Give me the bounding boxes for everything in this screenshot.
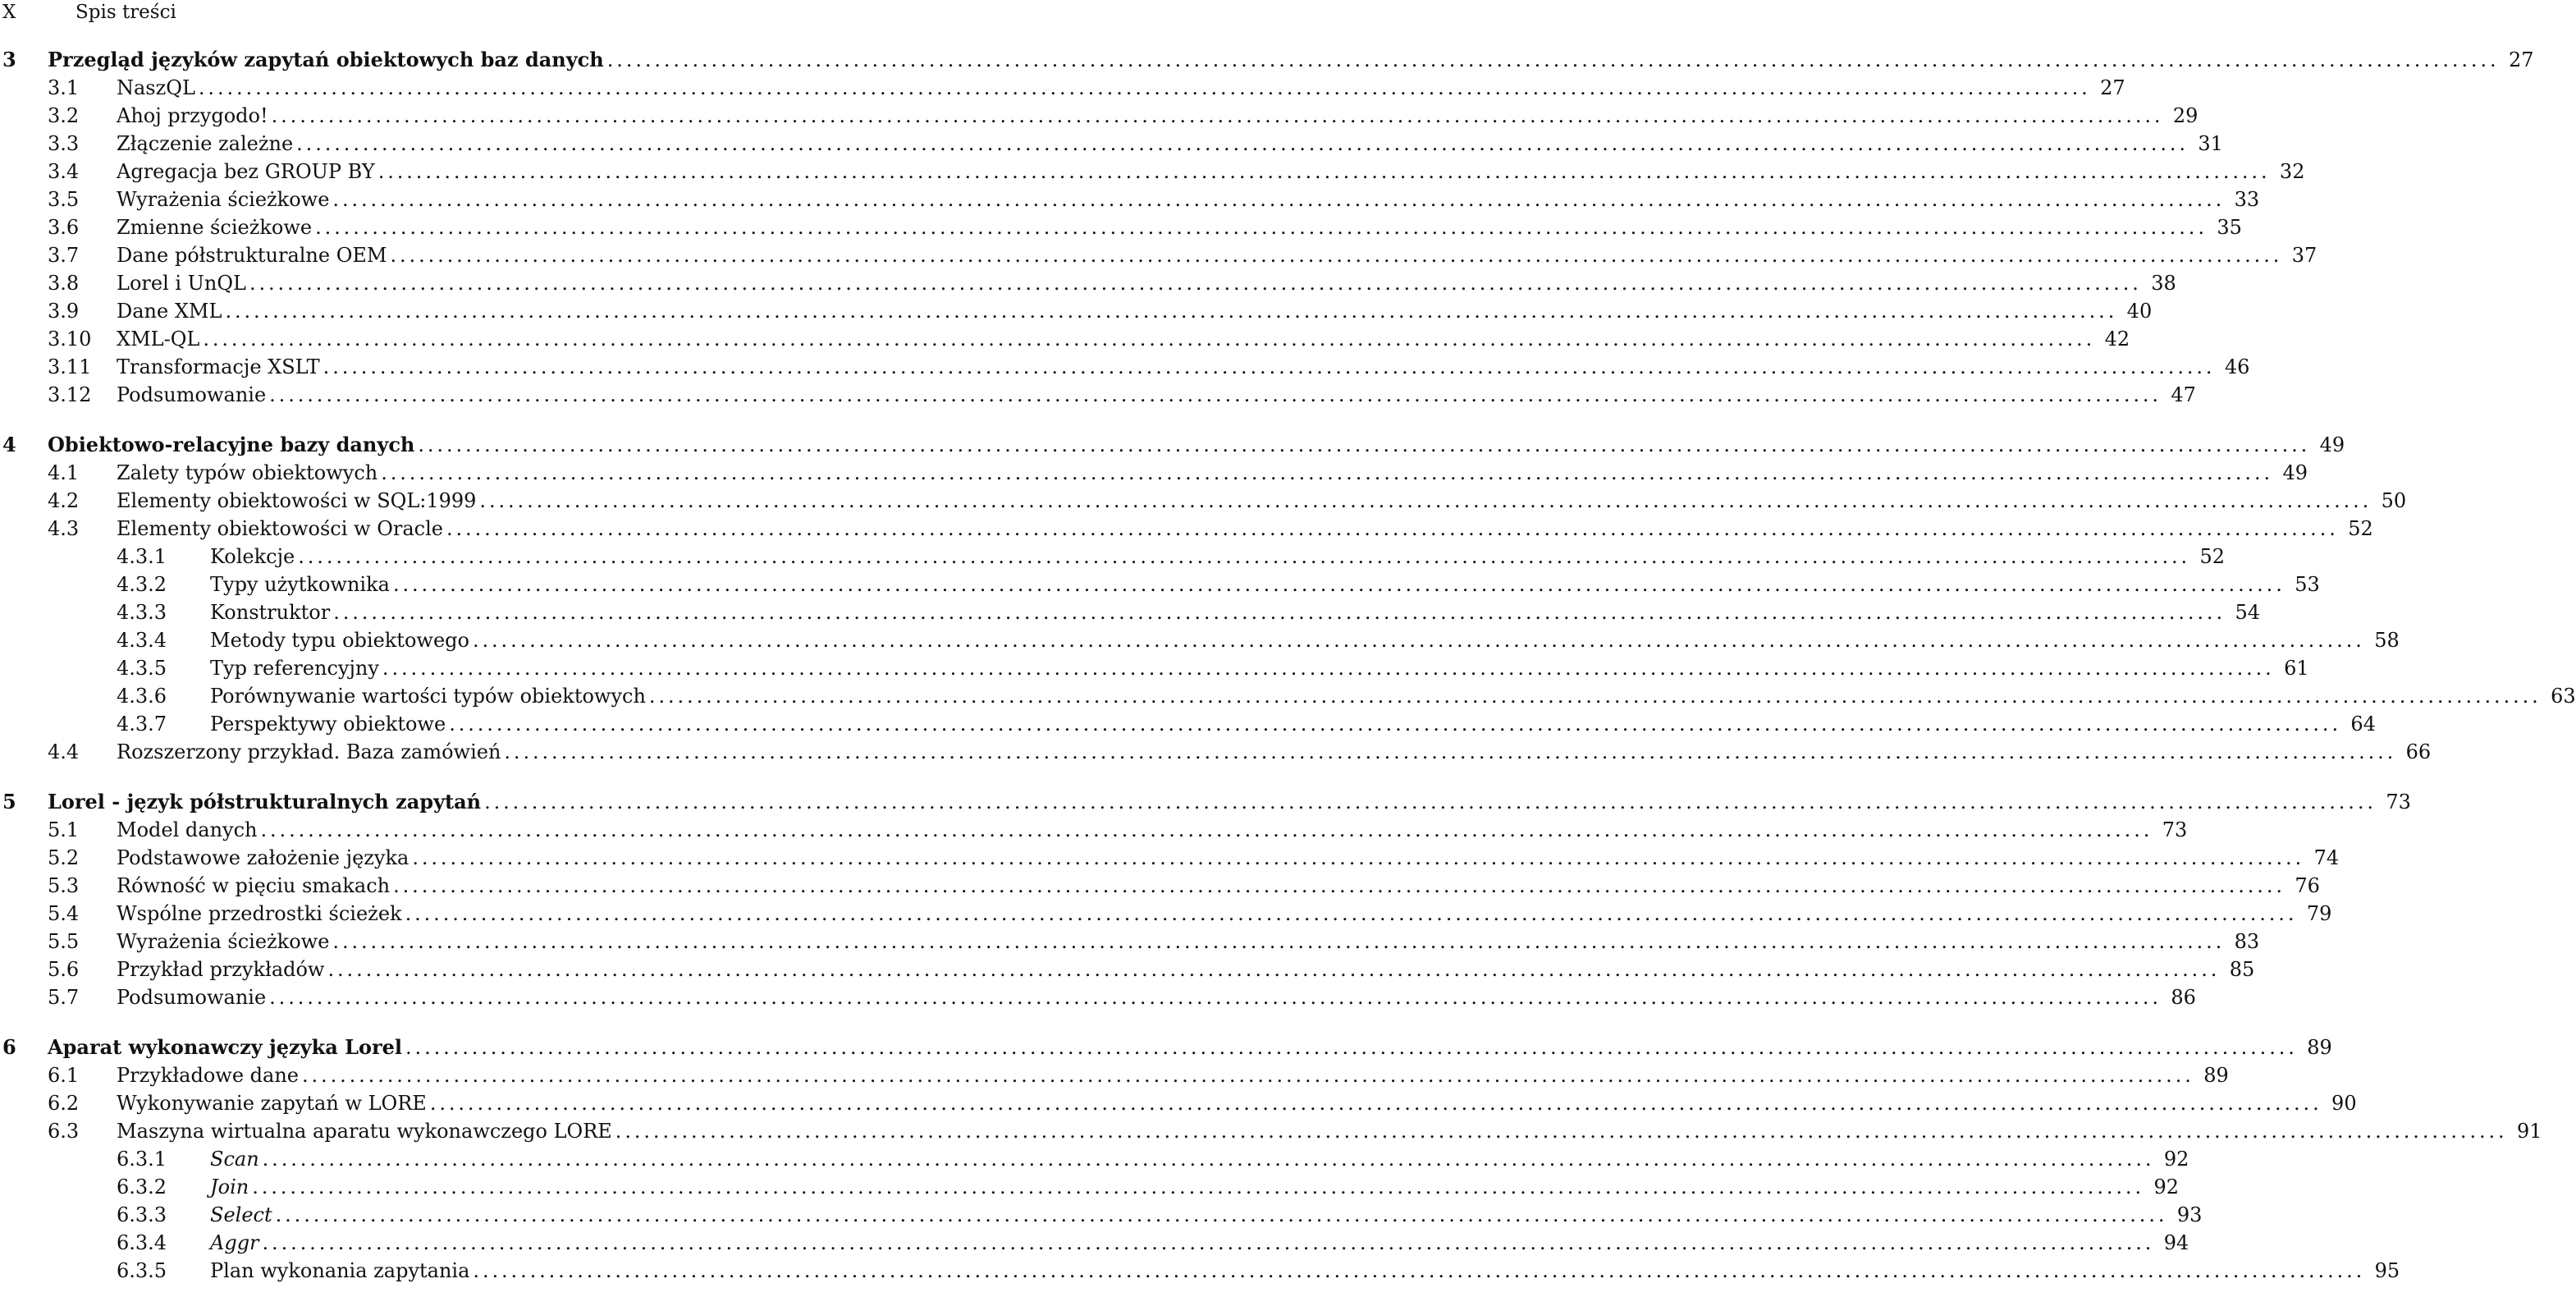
toc-entry-page-number: 52 bbox=[2348, 517, 2373, 540]
toc-entry-title: Select bbox=[210, 1201, 276, 1229]
toc-entry-title: Perspektywy obiektowe bbox=[210, 710, 449, 738]
toc-entry-page-number: 90 bbox=[2331, 1092, 2357, 1115]
dot-leader: ........................................................................................................................................................................................................ bbox=[332, 188, 2226, 211]
toc-entry-title: XML-QL bbox=[117, 325, 203, 353]
toc-entry-title: Metody typu obiektowego bbox=[210, 626, 473, 654]
dot-leader: ........................................................................................................................................................................................................ bbox=[333, 601, 2226, 624]
toc-entry-number: 4.2 bbox=[48, 489, 80, 512]
toc-entry-page-number: 94 bbox=[2163, 1231, 2189, 1254]
toc-entry-page-number: 58 bbox=[2374, 629, 2400, 652]
dot-leader: ........................................................................................................................................................................................................ bbox=[262, 1148, 2155, 1171]
toc-entry-number: 3.2 bbox=[48, 104, 80, 127]
toc-entry-number: 6.3.5 bbox=[117, 1259, 167, 1282]
dot-leader: ........................................................................................................................................................................................................ bbox=[418, 433, 2311, 456]
toc-entry-page-number: 47 bbox=[2171, 383, 2196, 406]
toc-entry-title: Konstruktor bbox=[210, 598, 333, 626]
toc-entry-title: Zmienne ścieżkowe bbox=[117, 213, 315, 241]
toc-section-entry[interactable] bbox=[0, 130, 2223, 158]
toc-entry-number: 4.3.5 bbox=[117, 657, 167, 680]
toc-entry-title: Ahoj przygodo! bbox=[117, 102, 272, 130]
toc-entry-title: Rozszerzony przykład. Baza zamówień bbox=[117, 738, 504, 766]
toc-section-entry[interactable] bbox=[0, 213, 2242, 241]
toc-entry-number: 4.3.2 bbox=[117, 573, 167, 596]
toc-section-entry[interactable] bbox=[0, 74, 2125, 102]
dot-leader: ........................................................................................................................................................................................................ bbox=[390, 244, 2283, 267]
toc-entry-title: Wykonywanie zapytań w LORE bbox=[117, 1089, 430, 1117]
toc-entry-number: 5.3 bbox=[48, 874, 80, 897]
toc-entry-title: Aparat wykonawczy języka Lorel bbox=[48, 1033, 405, 1061]
toc-subsection-entry[interactable] bbox=[0, 710, 2376, 738]
toc-entry-title: Transformacje XSLT bbox=[117, 353, 323, 381]
toc-entry-title: Dane XML bbox=[117, 297, 225, 325]
dot-leader: ........................................................................................................................................................................................................ bbox=[203, 328, 2096, 351]
toc-entry-title: Przykład przykładów bbox=[117, 956, 327, 983]
toc-subsection-entry[interactable] bbox=[0, 1173, 2179, 1201]
toc-entry-number: 3.4 bbox=[48, 160, 80, 183]
toc-entry-page-number: 86 bbox=[2171, 986, 2196, 1009]
toc-entry-number: 5.7 bbox=[48, 986, 80, 1009]
toc-entry-title: Kolekcje bbox=[210, 543, 298, 571]
toc-chapter-entry[interactable] bbox=[0, 431, 2345, 459]
toc-entry-page-number: 46 bbox=[2224, 355, 2250, 378]
toc-entry-number: 6.3 bbox=[48, 1120, 80, 1143]
toc-section-entry[interactable] bbox=[0, 102, 2199, 130]
page-number: X bbox=[2, 2, 16, 23]
dot-leader: ........................................................................................................................................................................................................ bbox=[269, 383, 2162, 406]
toc-entry-number: 3.5 bbox=[48, 188, 80, 211]
toc-entry-page-number: 85 bbox=[2229, 958, 2255, 981]
toc-entry-number: 5 bbox=[2, 790, 16, 813]
toc-entry-number: 5.5 bbox=[48, 930, 80, 953]
toc-section-entry[interactable] bbox=[0, 487, 2407, 515]
dot-leader: ........................................................................................................................................................................................................ bbox=[262, 1231, 2155, 1254]
dot-leader: ........................................................................................................................................................................................................ bbox=[301, 1064, 2194, 1087]
dot-leader: ........................................................................................................................................................................................................ bbox=[323, 355, 2216, 378]
dot-leader: ........................................................................................................................................................................................................ bbox=[392, 573, 2285, 596]
dot-leader: ........................................................................................................................................................................................................ bbox=[296, 132, 2189, 155]
toc-subsection-entry[interactable] bbox=[0, 682, 2576, 710]
dot-leader: ........................................................................................................................................................................................................ bbox=[381, 461, 2273, 484]
page-title: Spis treści bbox=[75, 2, 176, 23]
dot-leader: ........................................................................................................................................................................................................ bbox=[412, 846, 2305, 869]
toc-section-entry[interactable] bbox=[0, 1061, 2229, 1089]
dot-leader: ........................................................................................................................................................................................................ bbox=[327, 958, 2221, 981]
toc-entry-page-number: 66 bbox=[2405, 740, 2432, 763]
toc-section-entry[interactable] bbox=[0, 158, 2305, 186]
toc-entry-page-number: 40 bbox=[2126, 300, 2153, 323]
toc-entry-number: 4.3.6 bbox=[117, 685, 167, 708]
dot-leader: ........................................................................................................................................................................................................ bbox=[315, 216, 2208, 239]
toc-entry-title: Zalety typów obiektowych bbox=[117, 459, 381, 487]
dot-leader: ........................................................................................................................................................................................................ bbox=[479, 489, 2372, 512]
toc-entry-title: Scan bbox=[210, 1145, 263, 1173]
toc-section-entry[interactable] bbox=[0, 241, 2317, 269]
toc-entry-number: 3.3 bbox=[48, 132, 80, 155]
toc-entry-number: 4.3 bbox=[48, 517, 80, 540]
toc-entry-page-number: 29 bbox=[2172, 104, 2199, 127]
toc-entry-number: 5.1 bbox=[48, 818, 80, 841]
toc-entry-number: 6.3.2 bbox=[117, 1176, 167, 1198]
toc-entry-title: Podsumowanie bbox=[117, 381, 269, 409]
toc-entry-title: Podsumowanie bbox=[117, 983, 269, 1011]
toc-entry-page-number: 35 bbox=[2217, 216, 2242, 239]
toc-subsection-entry[interactable] bbox=[0, 1229, 2189, 1257]
toc-subsection-entry[interactable] bbox=[0, 626, 2400, 654]
toc-entry-page-number: 63 bbox=[2551, 685, 2576, 708]
toc-entry-title: Porównywanie wartości typów obiektowych bbox=[210, 682, 649, 710]
toc-entry-number: 3.1 bbox=[48, 76, 80, 99]
toc-entry-number: 6.3.3 bbox=[117, 1203, 167, 1226]
toc-entry-title: Maszyna wirtualna aparatu wykonawczego LORE bbox=[117, 1117, 615, 1145]
toc-entry-page-number: 42 bbox=[2104, 328, 2130, 351]
toc-subsection-entry[interactable] bbox=[0, 1257, 2400, 1285]
dot-leader: ........................................................................................................................................................................................................ bbox=[606, 48, 2500, 71]
toc-entry-number: 4 bbox=[2, 433, 16, 456]
toc-entry-number: 6.3.4 bbox=[117, 1231, 167, 1254]
toc-chapter-entry[interactable] bbox=[0, 46, 2534, 74]
dot-leader: ........................................................................................................................................................................................................ bbox=[393, 874, 2285, 897]
toc-entry-page-number: 32 bbox=[2279, 160, 2305, 183]
toc-entry-title: Typy użytkownika bbox=[210, 571, 393, 598]
dot-leader: ........................................................................................................................................................................................................ bbox=[225, 300, 2118, 323]
toc-entry-page-number: 61 bbox=[2284, 657, 2309, 680]
dot-leader: ........................................................................................................................................................................................................ bbox=[198, 76, 2091, 99]
toc-entry-title: NaszQL bbox=[117, 74, 199, 102]
toc-entry-page-number: 33 bbox=[2234, 188, 2260, 211]
toc-entry-page-number: 89 bbox=[2307, 1036, 2332, 1059]
toc-entry-number: 6 bbox=[2, 1035, 16, 1059]
toc-entry-page-number: 38 bbox=[2151, 272, 2176, 295]
toc-entry-title: Przegląd języków zapytań obiektowych baz danych bbox=[48, 46, 607, 74]
toc-section-entry[interactable] bbox=[0, 269, 2176, 297]
toc-entry-number: 3.12 bbox=[48, 383, 92, 406]
page-header bbox=[0, 0, 788, 30]
toc-entry-page-number: 93 bbox=[2176, 1203, 2203, 1226]
toc-entry-title: Join bbox=[210, 1173, 252, 1201]
toc-entry-page-number: 27 bbox=[2100, 76, 2125, 99]
toc-entry-title: Wyrażenia ścieżkowe bbox=[117, 928, 332, 956]
toc-entry-number: 6.2 bbox=[48, 1092, 80, 1115]
toc-entry-number: 3.7 bbox=[48, 244, 80, 267]
toc-entry-number: 3.8 bbox=[48, 272, 80, 295]
toc-section-entry[interactable] bbox=[0, 956, 2255, 983]
toc-entry-title: Podstawowe założenie języka bbox=[117, 844, 412, 872]
dot-leader: ........................................................................................................................................................................................................ bbox=[249, 272, 2142, 295]
toc-entry-title: Lorel i UnQL bbox=[117, 269, 249, 297]
toc-entry-page-number: 49 bbox=[2282, 461, 2308, 484]
toc-subsection-entry[interactable] bbox=[0, 654, 2309, 682]
toc-entry-title: Elementy obiektowości w Oracle bbox=[117, 515, 446, 543]
toc-entry-page-number: 89 bbox=[2203, 1064, 2229, 1087]
toc-subsection-entry[interactable] bbox=[0, 543, 2226, 571]
toc-subsection-entry[interactable] bbox=[0, 1201, 2203, 1229]
toc-entry-page-number: 79 bbox=[2306, 902, 2332, 925]
toc-entry-page-number: 31 bbox=[2198, 132, 2223, 155]
toc-section-entry[interactable] bbox=[0, 1089, 2357, 1117]
toc-entry-number: 4.3.1 bbox=[117, 545, 167, 568]
toc-entry-number: 4.4 bbox=[48, 740, 80, 763]
dot-leader: ........................................................................................................................................................................................................ bbox=[252, 1176, 2144, 1198]
toc-entry-title: Dane półstrukturalne OEM bbox=[117, 241, 390, 269]
toc-chapter-entry[interactable] bbox=[0, 788, 2411, 816]
toc-section-entry[interactable] bbox=[0, 983, 2196, 1011]
toc-entry-title: Aggr bbox=[210, 1229, 263, 1257]
dot-leader: ........................................................................................................................................................................................................ bbox=[615, 1120, 2508, 1143]
toc-entry-number: 3.9 bbox=[48, 300, 80, 323]
toc-section-entry[interactable] bbox=[0, 928, 2260, 956]
toc-entry-page-number: 91 bbox=[2517, 1120, 2542, 1143]
toc-entry-title: Lorel - język półstrukturalnych zapytań bbox=[48, 788, 484, 816]
dot-leader: ........................................................................................................................................................................................................ bbox=[472, 629, 2365, 652]
toc-section-entry[interactable] bbox=[0, 186, 2260, 213]
toc-entry-title: Plan wykonania zapytania bbox=[210, 1257, 473, 1285]
dot-leader: ........................................................................................................................................................................................................ bbox=[449, 713, 2341, 736]
toc-entry-page-number: 95 bbox=[2374, 1259, 2400, 1282]
toc-section-entry[interactable] bbox=[0, 381, 2196, 409]
toc-entry-page-number: 37 bbox=[2291, 244, 2317, 267]
dot-leader: ........................................................................................................................................................................................................ bbox=[504, 740, 2397, 763]
toc-entry-page-number: 53 bbox=[2295, 573, 2320, 596]
dot-leader: ........................................................................................................................................................................................................ bbox=[405, 902, 2298, 925]
toc-entry-page-number: 64 bbox=[2350, 713, 2376, 736]
toc-entry-number: 6.1 bbox=[48, 1064, 80, 1087]
dot-leader: ........................................................................................................................................................................................................ bbox=[271, 104, 2164, 127]
toc-entry-number: 3.6 bbox=[48, 216, 80, 239]
toc-entry-title: Wspólne przedrostki ścieżek bbox=[117, 900, 405, 928]
dot-leader: ........................................................................................................................................................................................................ bbox=[269, 986, 2162, 1009]
toc-entry-page-number: 92 bbox=[2163, 1148, 2189, 1171]
dot-leader: ........................................................................................................................................................................................................ bbox=[260, 818, 2153, 841]
toc-section-entry[interactable] bbox=[0, 325, 2130, 353]
toc-entry-page-number: 27 bbox=[2508, 48, 2534, 71]
toc-entry-number: 4.3.3 bbox=[117, 601, 167, 624]
toc-section-entry[interactable] bbox=[0, 738, 2432, 766]
dot-leader: ........................................................................................................................................................................................................ bbox=[382, 657, 2275, 680]
dot-leader: ........................................................................................................................................................................................................ bbox=[377, 160, 2271, 183]
toc-section-entry[interactable] bbox=[0, 297, 2153, 325]
toc-section-entry[interactable] bbox=[0, 900, 2332, 928]
dot-leader: ........................................................................................................................................................................................................ bbox=[484, 791, 2377, 813]
toc-entry-title: Obiektowo-relacyjne bazy danych bbox=[48, 431, 418, 459]
toc-entry-page-number: 52 bbox=[2199, 545, 2226, 568]
dot-leader: ........................................................................................................................................................................................................ bbox=[429, 1092, 2322, 1115]
dot-leader: ........................................................................................................................................................................................................ bbox=[275, 1203, 2168, 1226]
toc-entry-title: Przykładowe dane bbox=[117, 1061, 302, 1089]
dot-leader: ........................................................................................................................................................................................................ bbox=[405, 1036, 2298, 1059]
toc-chapter-entry[interactable] bbox=[0, 1033, 2332, 1061]
toc-entry-page-number: 76 bbox=[2295, 874, 2320, 897]
toc-entry-title: Model danych bbox=[117, 816, 260, 844]
toc-entry-number: 4.3.7 bbox=[117, 713, 167, 736]
toc-section-entry[interactable] bbox=[0, 872, 2320, 900]
toc-section-entry[interactable] bbox=[0, 459, 2308, 487]
toc-entry-number: 3.10 bbox=[48, 328, 92, 351]
toc-entry-number: 4.1 bbox=[48, 461, 80, 484]
toc-entry-title: Elementy obiektowości w SQL:1999 bbox=[117, 487, 479, 515]
toc-subsection-entry[interactable] bbox=[0, 571, 2320, 598]
toc-entry-page-number: 83 bbox=[2234, 930, 2260, 953]
dot-leader: ........................................................................................................................................................................................................ bbox=[446, 517, 2339, 540]
toc-entry-number: 3.11 bbox=[48, 355, 92, 378]
toc-entry-page-number: 74 bbox=[2313, 846, 2340, 869]
toc-entry-title: Typ referencyjny bbox=[210, 654, 382, 682]
toc-subsection-entry[interactable] bbox=[0, 598, 2260, 626]
toc-entry-page-number: 49 bbox=[2319, 433, 2345, 456]
toc-section-entry[interactable] bbox=[0, 844, 2340, 872]
dot-leader: ........................................................................................................................................................................................................ bbox=[648, 685, 2542, 708]
toc-entry-number: 6.3.1 bbox=[117, 1148, 167, 1171]
toc-entry-page-number: 92 bbox=[2153, 1176, 2179, 1198]
toc-entry-page-number: 50 bbox=[2381, 489, 2407, 512]
toc-entry-page-number: 73 bbox=[2162, 818, 2188, 841]
dot-leader: ........................................................................................................................................................................................................ bbox=[298, 545, 2191, 568]
toc-entry-title: Równość w pięciu smakach bbox=[117, 872, 393, 900]
toc-entry-number: 4.3.4 bbox=[117, 629, 167, 652]
toc-entry-title: Złączenie zależne bbox=[117, 130, 296, 158]
toc-subsection-entry[interactable] bbox=[0, 1145, 2189, 1173]
toc-entry-number: 3 bbox=[2, 48, 16, 71]
toc-entry-page-number: 54 bbox=[2235, 601, 2260, 624]
toc-entry-title: Agregacja bez GROUP BY bbox=[117, 158, 378, 186]
toc-section-entry[interactable] bbox=[0, 816, 2188, 844]
toc-entry-title: Wyrażenia ścieżkowe bbox=[117, 186, 332, 213]
toc-entry-page-number: 73 bbox=[2386, 791, 2411, 813]
dot-leader: ........................................................................................................................................................................................................ bbox=[473, 1259, 2366, 1282]
dot-leader: ........................................................................................................................................................................................................ bbox=[332, 930, 2226, 953]
toc-section-entry[interactable] bbox=[0, 1117, 2542, 1145]
toc-section-entry[interactable] bbox=[0, 515, 2373, 543]
toc-entry-number: 5.2 bbox=[48, 846, 80, 869]
toc-section-entry[interactable] bbox=[0, 353, 2250, 381]
toc-entry-number: 5.6 bbox=[48, 958, 80, 981]
toc-entry-number: 5.4 bbox=[48, 902, 80, 925]
